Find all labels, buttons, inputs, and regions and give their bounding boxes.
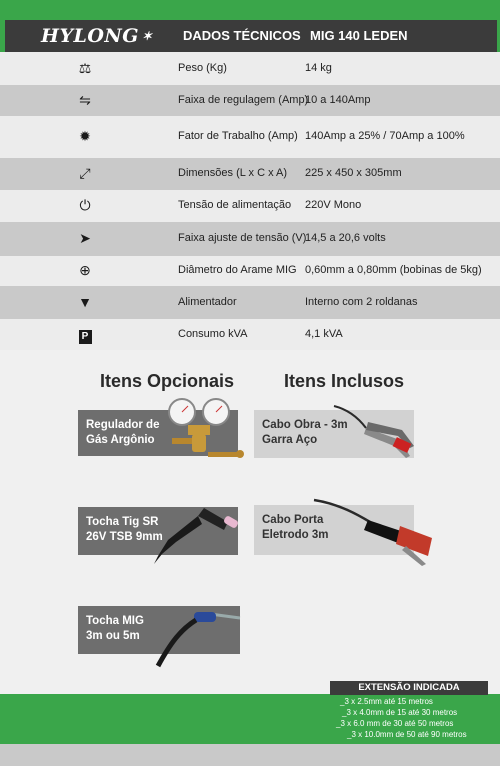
included-items-title: Itens Inclusos xyxy=(284,371,405,391)
electrode-holder-image xyxy=(310,494,434,568)
spec-value: 10 a 140Amp xyxy=(305,94,371,106)
power-kva-glyph: P xyxy=(79,330,92,344)
item-label: Cabo Porta Eletrodo 3m xyxy=(262,514,329,541)
spec-row-wire-diameter xyxy=(0,256,500,286)
extension-line: _3 x 10.0mm de 50 até 90 metros xyxy=(347,730,467,739)
item-label: Tocha Tig SR 26V TSB 9mm xyxy=(86,516,163,543)
spec-row-adjust-range xyxy=(0,85,500,116)
spec-row-duty-cycle xyxy=(0,116,500,158)
spec-value: 220V Mono xyxy=(305,199,362,211)
tig-torch-image xyxy=(148,494,240,566)
spec-row-dimensions xyxy=(0,158,500,190)
spec-row-consumption xyxy=(0,319,500,350)
spec-label: Faixa de regulagem (Amp) xyxy=(178,94,309,106)
adjustment-range-icon: ⇋ xyxy=(79,92,91,108)
spec-header-model: MIG 140 LEDEN xyxy=(310,28,408,43)
spec-label: Peso (Kg) xyxy=(178,62,227,74)
extension-title: EXTENSÃO INDICADA xyxy=(330,681,488,695)
header-bar xyxy=(0,0,500,52)
spec-row-weight xyxy=(0,52,500,85)
power-kva-icon xyxy=(70,326,100,344)
extension-line: _3 x 4.0mm de 15 até 30 metros xyxy=(342,708,458,717)
item-label: Tocha MIG 3m ou 5m xyxy=(86,615,144,642)
gear-icon: ✹ xyxy=(79,128,91,144)
feeder-icon: ▼ xyxy=(78,294,92,310)
spec-label: Fator de Trabalho (Amp) xyxy=(178,130,298,142)
spec-value: 140Amp a 25% / 70Amp a 100% xyxy=(305,130,465,142)
ground-clamp-image xyxy=(330,400,416,464)
spec-label: Faixa ajuste de tensão (V) xyxy=(178,232,307,244)
spec-value: 14,5 a 20,6 volts xyxy=(305,232,386,244)
spec-label: Tensão de alimentação xyxy=(178,199,292,211)
extension-line: _3 x 2.5mm até 15 metros xyxy=(340,697,433,706)
gas-regulator-image xyxy=(164,396,244,464)
header-inner xyxy=(5,20,497,52)
plug-icon: ⏻ xyxy=(79,197,91,213)
dimensions-icon: ⤢ xyxy=(79,165,91,181)
extension-line: _3 x 6.0 mm de 30 até 50 metros xyxy=(336,719,454,728)
brand-name: HYLONG xyxy=(41,25,140,47)
spec-label: Consumo kVA xyxy=(178,328,248,340)
item-label: Regulador de Gás Argônio xyxy=(86,419,160,446)
spec-label: Diâmetro do Arame MIG xyxy=(178,264,297,276)
item-label: Cabo Obra - 3m Garra Aço xyxy=(262,419,348,446)
spec-header-label: DADOS TÉCNICOS xyxy=(183,28,301,43)
spec-value: 14 kg xyxy=(305,62,332,74)
spec-row-voltage-range xyxy=(0,222,500,256)
spec-value: Interno com 2 roldanas xyxy=(305,296,418,308)
spec-label: Dimensões (L x C x A) xyxy=(178,167,288,179)
weight-icon: ⚖ xyxy=(78,60,92,76)
globe-icon: ⊕ xyxy=(79,262,91,278)
footer-bottom-strip xyxy=(0,744,500,766)
spec-value: 225 x 450 x 305mm xyxy=(305,167,402,179)
spec-row-feeder xyxy=(0,286,500,319)
spec-row-supply-voltage xyxy=(0,190,500,222)
spec-label: Alimentador xyxy=(178,296,237,308)
mig-torch-image xyxy=(150,604,246,670)
optional-items-title: Itens Opcionais xyxy=(100,371,235,391)
voltage-icon: ➤ xyxy=(79,230,91,246)
logo-mark-icon: ✶ xyxy=(142,29,153,43)
brand-logo xyxy=(41,20,153,52)
spec-value: 4,1 kVA xyxy=(305,328,343,340)
spec-value: 0,60mm a 0,80mm (bobinas de 5kg) xyxy=(305,264,482,276)
